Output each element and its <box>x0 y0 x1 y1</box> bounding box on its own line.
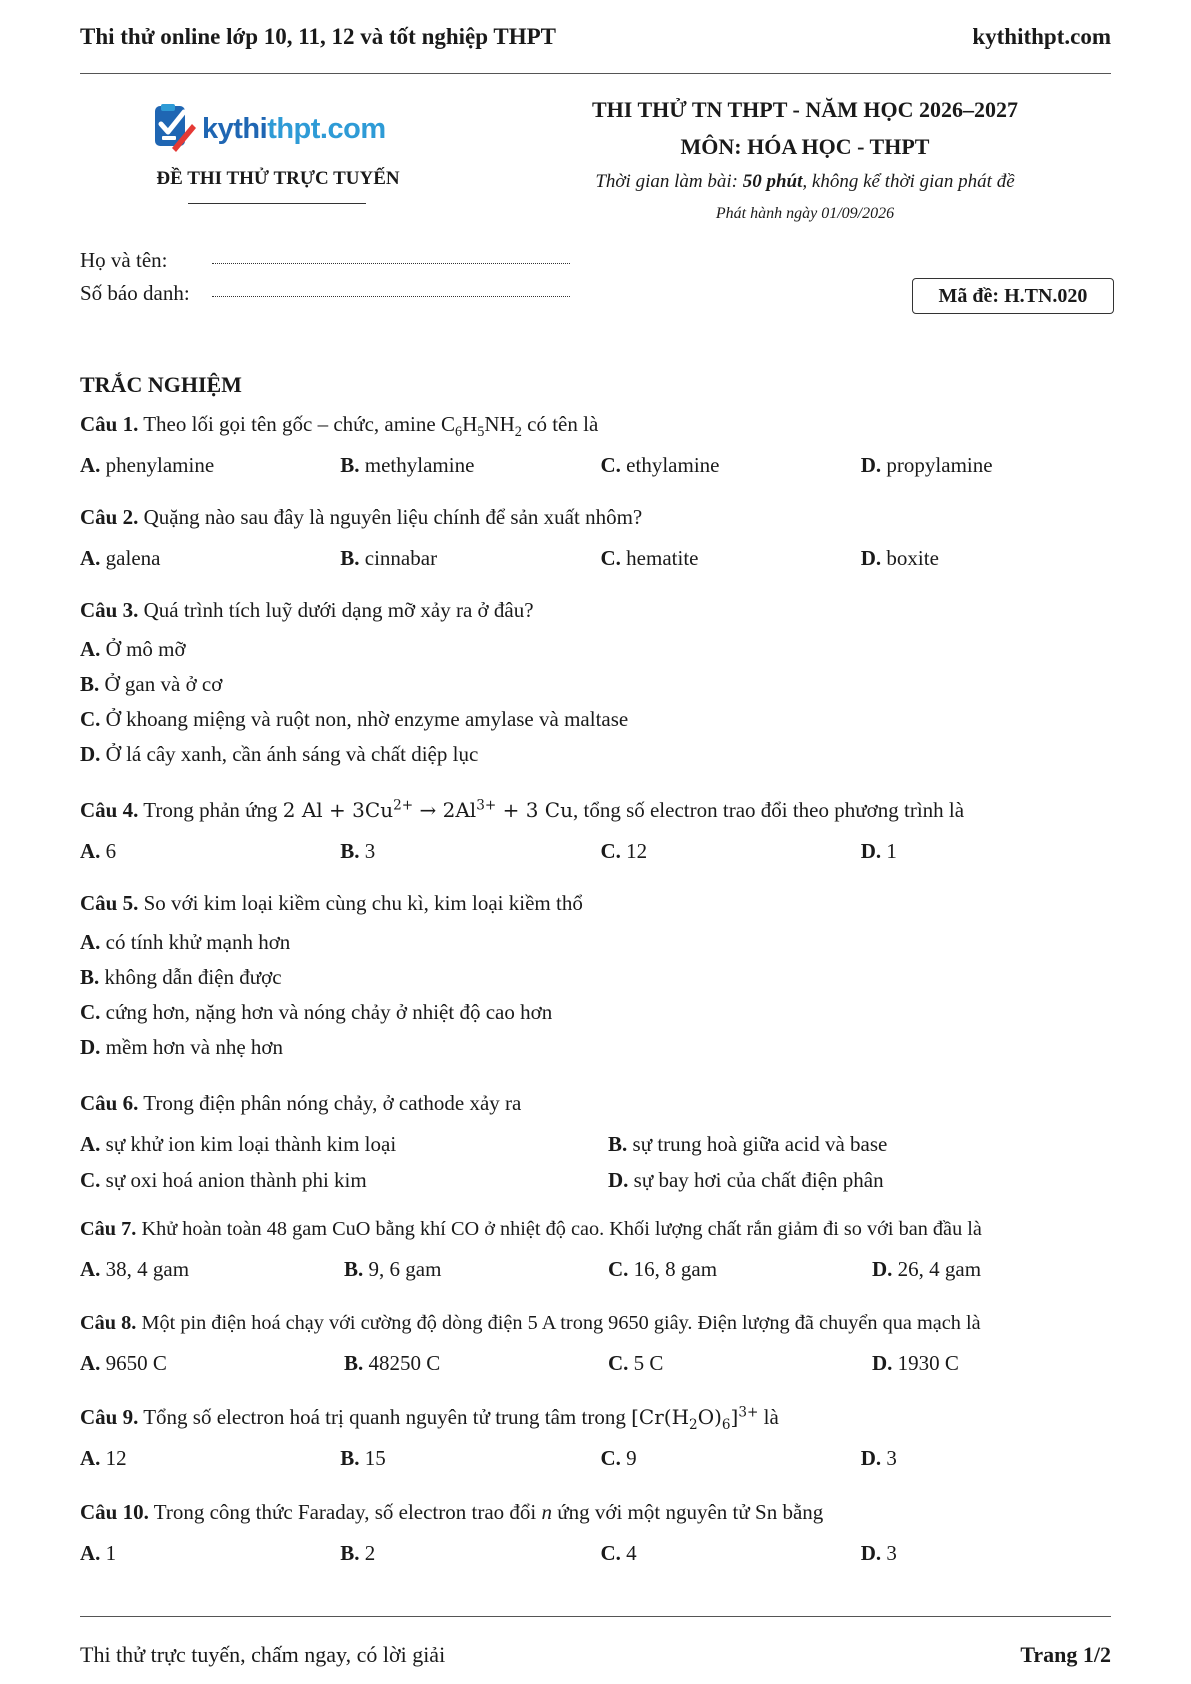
option-a[interactable]: A. galena <box>80 546 161 570</box>
option-b[interactable]: B. 15 <box>340 1446 386 1470</box>
question-stem: Câu 1. Theo lối gọi tên gốc – chức, amine $C_6H_5NH_2$ có tên là <box>80 412 599 440</box>
option-a[interactable]: A. có tính khử mạnh hơn <box>80 930 291 954</box>
option-c[interactable]: C. 4 <box>600 1541 637 1565</box>
exam-duration: Thời gian làm bài: 50 phút, không kể thời gian phát đề <box>595 171 1015 192</box>
option-b[interactable]: B. 9, 6 gam <box>344 1257 442 1281</box>
option-d[interactable]: D. 1 <box>860 839 897 863</box>
option-c[interactable]: C. 5 C <box>608 1351 664 1375</box>
question-stem: Câu 10. Trong công thức Faraday, số electron trao đổi n ứng với một nguyên tử Sn bằng <box>80 1500 824 1524</box>
student-id-field[interactable] <box>212 295 570 297</box>
question-1 <box>80 412 1121 478</box>
exam-title: THI THỬ TN THPT - NĂM HỌC 2026–2027 <box>592 97 1018 122</box>
exam-release-date: Phát hành ngày 01/09/2026 <box>715 205 895 222</box>
footer-tagline: Thi thử trực tuyến, chấm ngay, có lời giải <box>80 1642 446 1667</box>
option-a[interactable]: A. phenylamine <box>80 453 215 477</box>
option-d[interactable]: D. 26, 4 gam <box>872 1257 982 1281</box>
option-d[interactable]: D. propylamine <box>860 453 993 477</box>
subtitle-underline <box>188 203 366 204</box>
option-d[interactable]: D. boxite <box>860 546 939 570</box>
student-name-line <box>80 248 570 273</box>
student-id-label: Số báo danh: <box>80 281 190 305</box>
question-stem: Câu 2. Quặng nào sau đây là nguyên liệu chính để sản xuất nhôm? <box>80 505 643 529</box>
question-7 <box>80 1218 1141 1282</box>
option-c[interactable]: C. Ở khoang miệng và ruột non, nhờ enzyme amylase và maltase <box>80 707 629 731</box>
option-c[interactable]: C. hematite <box>600 546 699 570</box>
question-stem: Câu 8. Một pin điện hoá chạy với cường độ dòng điện 5 A trong 9650 giây. Điện lượng đã chuyển qua mạch là <box>80 1312 981 1334</box>
option-b[interactable]: B. methylamine <box>340 453 475 477</box>
reaction-equation: 2 $Al + 3Cu^{2+} \to 2Al^{3+} + 3$ Cu <box>282 797 573 822</box>
option-a[interactable]: A. 1 <box>80 1541 117 1565</box>
question-3 <box>80 598 1121 777</box>
option-d[interactable]: D. 3 <box>860 1541 897 1565</box>
section-title: TRẮC NGHIỆM <box>80 372 242 397</box>
question-6 <box>80 1091 1121 1193</box>
option-d[interactable]: D. Ở lá cây xanh, cần ánh sáng và chất diệp lục <box>80 742 479 766</box>
page-number: Trang 1/2 <box>1020 1642 1111 1667</box>
header-rule <box>80 73 1111 74</box>
option-b[interactable]: B. 48250 C <box>344 1351 441 1375</box>
question-stem: Câu 9. Tổng số electron hoá trị quanh nguyên tử trung tâm trong $[Cr(H_2O)_6]^{3+}$ là <box>80 1404 779 1433</box>
option-a[interactable]: A. sự khử ion kim loại thành kim loại <box>80 1132 397 1156</box>
option-a[interactable]: A. 6 <box>80 839 117 863</box>
option-a[interactable]: A. 9650 C <box>80 1351 167 1375</box>
header-left-text: Thi thử online lớp 10, 11, 12 và tốt nghiệp THPT <box>80 24 556 49</box>
option-b[interactable]: B. 3 <box>340 839 376 863</box>
option-c[interactable]: C. sự oxi hoá anion thành phi kim <box>80 1168 367 1192</box>
question-stem: Câu 6. Trong điện phân nóng chảy, ở cathode xảy ra <box>80 1091 522 1115</box>
question-stem: Câu 5. So với kim loại kiềm cùng chu kì, kim loại kiềm thổ <box>80 891 583 915</box>
exam-subject: MÔN: HÓA HỌC - THPT <box>680 134 930 159</box>
question-stem: Câu 7. Khử hoàn toàn 48 gam CuO bằng khí CO ở nhiệt độ cao. Khối lượng chất rắn giảm đi so với ban đầu là <box>80 1218 982 1240</box>
option-b[interactable]: B. không dẫn điện được <box>80 965 282 989</box>
exam-type-subtitle: ĐỀ THI THỬ TRỰC TUYẾN <box>156 168 400 189</box>
logo-wordmark: kythithpt.com <box>202 112 386 145</box>
student-name-field[interactable] <box>212 262 570 264</box>
student-id-line <box>80 281 570 306</box>
option-b[interactable]: B. Ở gan và ở cơ <box>80 672 223 696</box>
option-d[interactable]: D. mềm hơn và nhẹ hơn <box>80 1035 284 1059</box>
question-2 <box>80 505 1121 571</box>
exam-code-badge: Mã đề: H.TN.020 <box>912 278 1114 314</box>
option-c[interactable]: C. 9 <box>600 1446 637 1470</box>
question-stem: Câu 3. Quá trình tích luỹ dưới dạng mỡ xảy ra ở đâu? <box>80 598 534 622</box>
checklist-logo-icon <box>152 102 196 156</box>
complex-formula: $[Cr(H_2O)_6]^{3+}$ <box>631 1404 759 1433</box>
question-stem: Câu 4. Trong phản ứng 2 $Al + 3Cu^{2+} \to 2Al^{3+} + 3$ Cu, tổng số electron trao đổi theo phương trình là <box>80 797 965 822</box>
option-b[interactable]: B. cinnabar <box>340 546 438 570</box>
option-a[interactable]: A. 38, 4 gam <box>80 1257 190 1281</box>
option-b[interactable]: B. 2 <box>340 1541 376 1565</box>
header-site-link[interactable]: kythithpt.com <box>972 24 1111 49</box>
running-footer <box>80 1640 1111 1670</box>
footer-rule <box>80 1616 1111 1617</box>
student-name-label: Họ và tên: <box>80 248 168 272</box>
site-logo <box>152 102 386 156</box>
option-d[interactable]: D. 1930 C <box>872 1351 959 1375</box>
option-d[interactable]: D. 3 <box>860 1446 897 1470</box>
question-8 <box>80 1312 1141 1376</box>
option-a[interactable]: A. 12 <box>80 1446 127 1470</box>
question-4 <box>80 798 1121 864</box>
running-header <box>80 22 1111 52</box>
question-10 <box>80 1500 1121 1566</box>
option-d[interactable]: D. sự bay hơi của chất điện phân <box>608 1168 884 1192</box>
option-a[interactable]: A. Ở mô mỡ <box>80 637 186 661</box>
option-c[interactable]: C. 12 <box>600 839 648 863</box>
option-c[interactable]: C. cứng hơn, nặng hơn và nóng chảy ở nhiệt độ cao hơn <box>80 1000 553 1024</box>
question-9 <box>80 1405 1121 1471</box>
option-c[interactable]: C. 16, 8 gam <box>608 1257 718 1281</box>
question-5 <box>80 891 1121 1070</box>
option-c[interactable]: C. ethylamine <box>600 453 720 477</box>
option-b[interactable]: B. sự trung hoà giữa acid và base <box>608 1132 888 1156</box>
